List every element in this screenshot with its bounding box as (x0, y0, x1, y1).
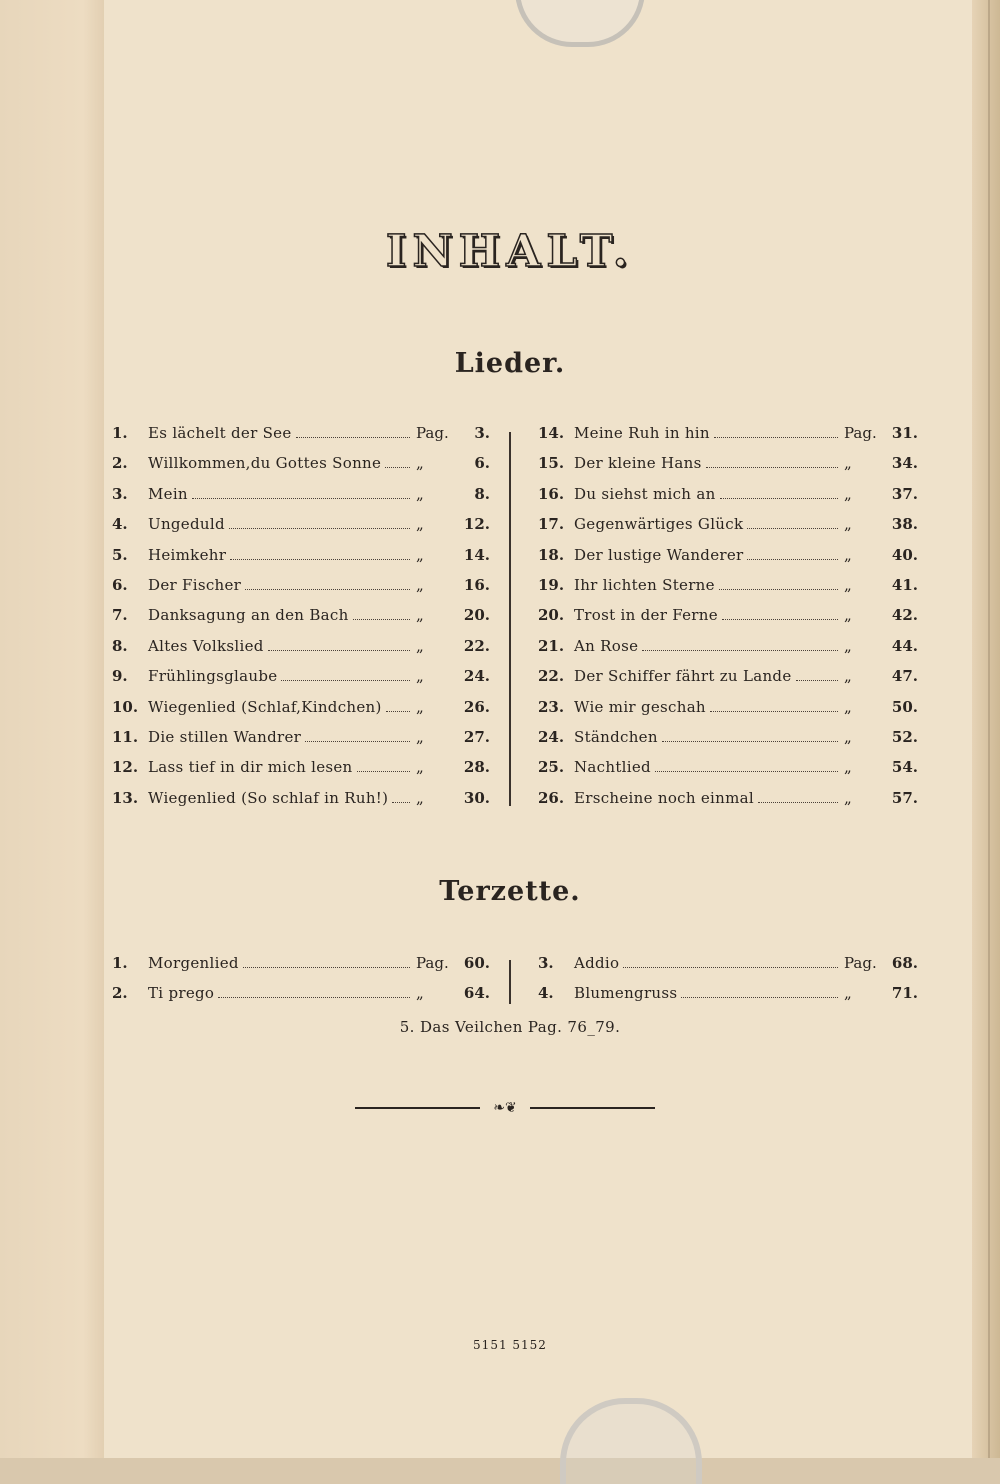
dot-leader (230, 559, 410, 560)
page-number: 30. (463, 788, 490, 807)
toc-entry (112, 454, 490, 484)
terzette-divider (509, 960, 511, 1004)
entry-number: 7. (112, 606, 128, 625)
toc-entry (538, 698, 918, 728)
toc-entry (112, 485, 490, 515)
page-abbrev: „ (844, 545, 852, 564)
toc-entry (538, 485, 918, 515)
dot-leader (655, 771, 838, 772)
dot-leader (281, 680, 410, 681)
entry-title: Ihr lichten Sterne (574, 575, 715, 594)
entry-title: Lass tief in dir mich lesen (148, 758, 353, 777)
terzette-heading: Terzette. (439, 876, 581, 907)
page-number: 52. (891, 727, 918, 746)
dot-leader (268, 650, 410, 651)
toc-entry (538, 758, 918, 788)
page-number: 8. (474, 484, 490, 503)
toc-entry (538, 454, 918, 484)
entry-title: Ti prego (148, 984, 215, 1003)
page-number: 44. (891, 636, 918, 655)
toc-entry (538, 546, 918, 576)
entry-title: Addio (574, 954, 620, 972)
dot-leader (681, 997, 838, 998)
entry-number: 21. (538, 636, 565, 655)
dot-leader (357, 771, 410, 772)
dot-leader (710, 711, 838, 712)
entry-number: 23. (538, 697, 565, 716)
page-number: 38. (891, 515, 918, 534)
toc-entry (538, 637, 918, 667)
toc-entry (538, 606, 918, 636)
page-edge (972, 0, 1000, 1458)
dot-leader (720, 498, 838, 499)
page-number: 26. (463, 697, 490, 716)
toc-entry (112, 728, 490, 758)
page-number: 47. (891, 667, 918, 686)
page-number: 37. (891, 484, 918, 503)
dot-leader (642, 650, 838, 651)
page-abbrev: „ (844, 984, 852, 1003)
page-number: 16. (463, 575, 490, 594)
toc-entry (112, 954, 490, 984)
toc-entry (538, 424, 918, 454)
page-number: 6. (474, 454, 490, 473)
toc-entry (538, 515, 918, 545)
lieder-heading: Lieder. (454, 348, 566, 379)
entry-title: Der Schiffer fährt zu Lande (574, 667, 792, 686)
dot-leader (385, 467, 410, 468)
page-number: 28. (463, 758, 490, 777)
toc-entry (112, 576, 490, 606)
toc-entry (112, 789, 490, 819)
entry-title: Danksagung an den Bach (148, 606, 349, 625)
dot-leader (386, 711, 410, 712)
page-abbrev: „ (844, 697, 852, 716)
entry-title: Blumengruss (574, 984, 678, 1003)
page-number: 20. (463, 606, 490, 625)
page-number: 42. (891, 606, 918, 625)
toc-entry (112, 546, 490, 576)
page-abbrev: „ (416, 575, 424, 594)
toc-entry (538, 984, 918, 1014)
page-abbrev: Pag. (416, 424, 449, 442)
dot-leader (218, 997, 410, 998)
entry-number: 20. (538, 606, 565, 625)
dot-leader (243, 967, 410, 968)
page-abbrev: „ (844, 484, 852, 503)
dot-leader (296, 437, 410, 438)
toc-entry (112, 984, 490, 1014)
toc-entry (538, 954, 918, 984)
page-number: 3. (474, 424, 490, 442)
entry-title: Ständchen (574, 727, 658, 746)
page-abbrev: „ (416, 484, 424, 503)
entry-number: 6. (112, 575, 128, 594)
entry-title: Wie mir geschah (574, 697, 706, 716)
ornament-divider (355, 1098, 655, 1118)
entry-number: 1. (112, 424, 128, 442)
entry-number: 4. (112, 515, 128, 534)
entry-title: Wiegenlied (So schlaf in Ruh!) (148, 788, 389, 807)
page-number: 31. (891, 424, 918, 442)
entry-title: Altes Volkslied (148, 636, 264, 655)
entry-number: 14. (538, 424, 565, 442)
paper-clip-top (515, 0, 645, 47)
entry-number: 13. (112, 788, 139, 807)
lieder-right-column (538, 424, 918, 819)
page-abbrev: „ (844, 788, 852, 807)
dot-leader (192, 498, 410, 499)
entry-title: An Rose (574, 636, 639, 655)
page-abbrev: „ (844, 454, 852, 473)
toc-entry (112, 424, 490, 454)
page-abbrev: „ (416, 697, 424, 716)
dot-leader (747, 528, 838, 529)
entry-title: Der kleine Hans (574, 454, 702, 473)
entry-title: Heimkehr (148, 545, 227, 564)
dot-leader (623, 967, 838, 968)
page-abbrev: „ (416, 667, 424, 686)
dot-leader (392, 802, 410, 803)
page-abbrev: „ (416, 636, 424, 655)
lieder-left-column (112, 424, 490, 819)
entry-title: Die stillen Wandrer (148, 727, 302, 746)
page-abbrev: „ (844, 515, 852, 534)
page-abbrev: „ (844, 636, 852, 655)
entry-number: 18. (538, 545, 565, 564)
dot-leader (245, 589, 410, 590)
page-abbrev: „ (416, 606, 424, 625)
page-number: 34. (891, 454, 918, 473)
page-abbrev: „ (416, 545, 424, 564)
page-abbrev: „ (844, 575, 852, 594)
entry-number: 26. (538, 788, 565, 807)
dot-leader (758, 802, 838, 803)
terzette-right-column (538, 954, 918, 1015)
toc-entry (538, 789, 918, 819)
entry-title: Trost in der Ferne (574, 606, 718, 625)
entry-title: Ungeduld (148, 515, 225, 534)
page-number: 71. (891, 984, 918, 1003)
ornament-line-left (355, 1107, 480, 1109)
page-abbrev: „ (416, 454, 424, 473)
page-abbrev: „ (844, 758, 852, 777)
entry-number: 5. (112, 545, 128, 564)
dot-leader (353, 619, 410, 620)
page-number: 24. (463, 667, 490, 686)
entry-number: 22. (538, 667, 565, 686)
page-number: 57. (891, 788, 918, 807)
entry-title: Wiegenlied (Schlaf,Kindchen) (148, 697, 382, 716)
toc-entry (112, 637, 490, 667)
page-number: 41. (891, 575, 918, 594)
toc-entry (112, 758, 490, 788)
page-number: 50. (891, 697, 918, 716)
entry-title: Der lustige Wanderer (574, 545, 744, 564)
entry-number: 24. (538, 727, 565, 746)
entry-title: Frühlingsglaube (148, 667, 278, 686)
ornament-flourish-icon: ❧❦ (493, 1100, 517, 1116)
dot-leader (722, 619, 838, 620)
entry-number: 12. (112, 758, 139, 777)
page-abbrev: „ (416, 788, 424, 807)
dot-leader (796, 680, 839, 681)
toc-entry (538, 667, 918, 697)
entry-number: 10. (112, 697, 139, 716)
page-abbrev: „ (416, 758, 424, 777)
entry-number: 8. (112, 636, 128, 655)
dot-leader (229, 528, 410, 529)
entry-title: Mein (148, 484, 188, 503)
page-edge-line (988, 0, 990, 1458)
entry-title: Morgenlied (148, 954, 239, 972)
page-abbrev: „ (844, 606, 852, 625)
entry-title: Nachtlied (574, 758, 651, 777)
entry-number: 25. (538, 758, 565, 777)
page-number: 64. (463, 984, 490, 1003)
dot-leader (719, 589, 838, 590)
entry-number: 3. (112, 484, 128, 503)
dot-leader (714, 437, 838, 438)
page-number: 68. (891, 954, 918, 972)
page-abbrev: „ (844, 667, 852, 686)
terzette-extra-entry: 5. Das Veilchen Pag. 76_79. (399, 1018, 621, 1036)
page-number: 14. (463, 545, 490, 564)
dot-leader (305, 741, 410, 742)
page-abbrev: Pag. (844, 424, 877, 442)
dot-leader (706, 467, 838, 468)
toc-entry (538, 728, 918, 758)
entry-number: 16. (538, 484, 565, 503)
page-abbrev: Pag. (416, 954, 449, 972)
paper-clip-bottom (560, 1398, 702, 1484)
entry-title: Willkommen,du Gottes Sonne (148, 454, 382, 473)
plate-number: 5151 5152 (473, 1338, 547, 1352)
entry-title: Meine Ruh in hin (574, 424, 710, 442)
page-abbrev: „ (844, 727, 852, 746)
toc-entry (112, 515, 490, 545)
toc-entry (112, 698, 490, 728)
page-abbrev: Pag. (844, 954, 877, 972)
page-abbrev: „ (416, 515, 424, 534)
page-number: 60. (463, 954, 490, 972)
ornament-line-right (530, 1107, 655, 1109)
entry-title: Der Fischer (148, 575, 242, 594)
toc-entry (538, 576, 918, 606)
page-number: 40. (891, 545, 918, 564)
entry-number: 2. (112, 454, 128, 473)
entry-number: 15. (538, 454, 565, 473)
entry-number: 17. (538, 515, 565, 534)
entry-number: 9. (112, 667, 128, 686)
entry-number: 2. (112, 984, 128, 1003)
toc-entry (112, 667, 490, 697)
page-number: 12. (463, 515, 490, 534)
binding-strip (0, 0, 104, 1458)
page-number: 27. (463, 727, 490, 746)
page-abbrev: „ (416, 727, 424, 746)
terzette-left-column (112, 954, 490, 1015)
page-number: 54. (891, 758, 918, 777)
entry-title: Es lächelt der See (148, 424, 292, 442)
entry-number: 11. (112, 727, 139, 746)
dot-leader (747, 559, 838, 560)
entry-title: Du siehst mich an (574, 484, 716, 503)
entry-number: 3. (538, 954, 554, 972)
toc-entry (112, 606, 490, 636)
page-title: INHALT. (385, 226, 635, 277)
entry-title: Gegenwärtiges Glück (574, 515, 744, 534)
page-number: 22. (463, 636, 490, 655)
entry-number: 1. (112, 954, 128, 972)
page-abbrev: „ (416, 984, 424, 1003)
dot-leader (662, 741, 838, 742)
entry-title: Erscheine noch einmal (574, 788, 754, 807)
entry-number: 4. (538, 984, 554, 1003)
column-divider (509, 432, 511, 806)
entry-number: 19. (538, 575, 565, 594)
